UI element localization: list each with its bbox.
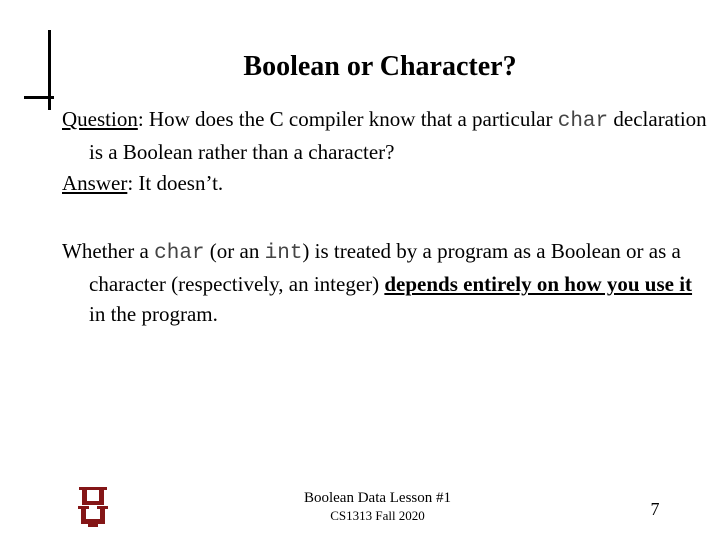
answer-label: Answer	[62, 171, 128, 195]
footer-lesson: Boolean Data Lesson #1	[303, 490, 452, 506]
answer-paragraph	[62, 168, 709, 198]
ou-logo-icon	[76, 486, 110, 533]
ou-logo-svg	[76, 486, 110, 528]
question-label: Question	[62, 107, 138, 131]
decorative-horizontal-line	[24, 96, 54, 99]
explanation-text-4: in the program.	[89, 302, 218, 326]
question-code-char: char	[557, 110, 609, 133]
explanation-paragraph	[62, 236, 709, 329]
footer-course: CS1313 Fall 2020	[330, 508, 425, 523]
explanation-text-2: (or an	[204, 239, 265, 263]
explanation-text-1: Whether a	[62, 239, 155, 263]
question-paragraph	[62, 104, 709, 167]
slide-title: Boolean or Character?	[243, 51, 517, 82]
explanation-code-int: int	[264, 242, 303, 265]
page-number: 7	[650, 499, 660, 519]
question-text-1: : How does the C compiler know that a particular	[137, 107, 558, 131]
explanation-emphasis: depends entirely on how you use it	[384, 272, 693, 296]
question-text-2: declaration is a Boolean rather than a character?	[89, 107, 707, 164]
answer-text: : It doesn’t.	[127, 171, 224, 195]
explanation-text-3: ) is treated by a program as a Boolean or as a character (respectively, an integer)	[89, 239, 681, 296]
explanation-code-char: char	[154, 242, 205, 265]
